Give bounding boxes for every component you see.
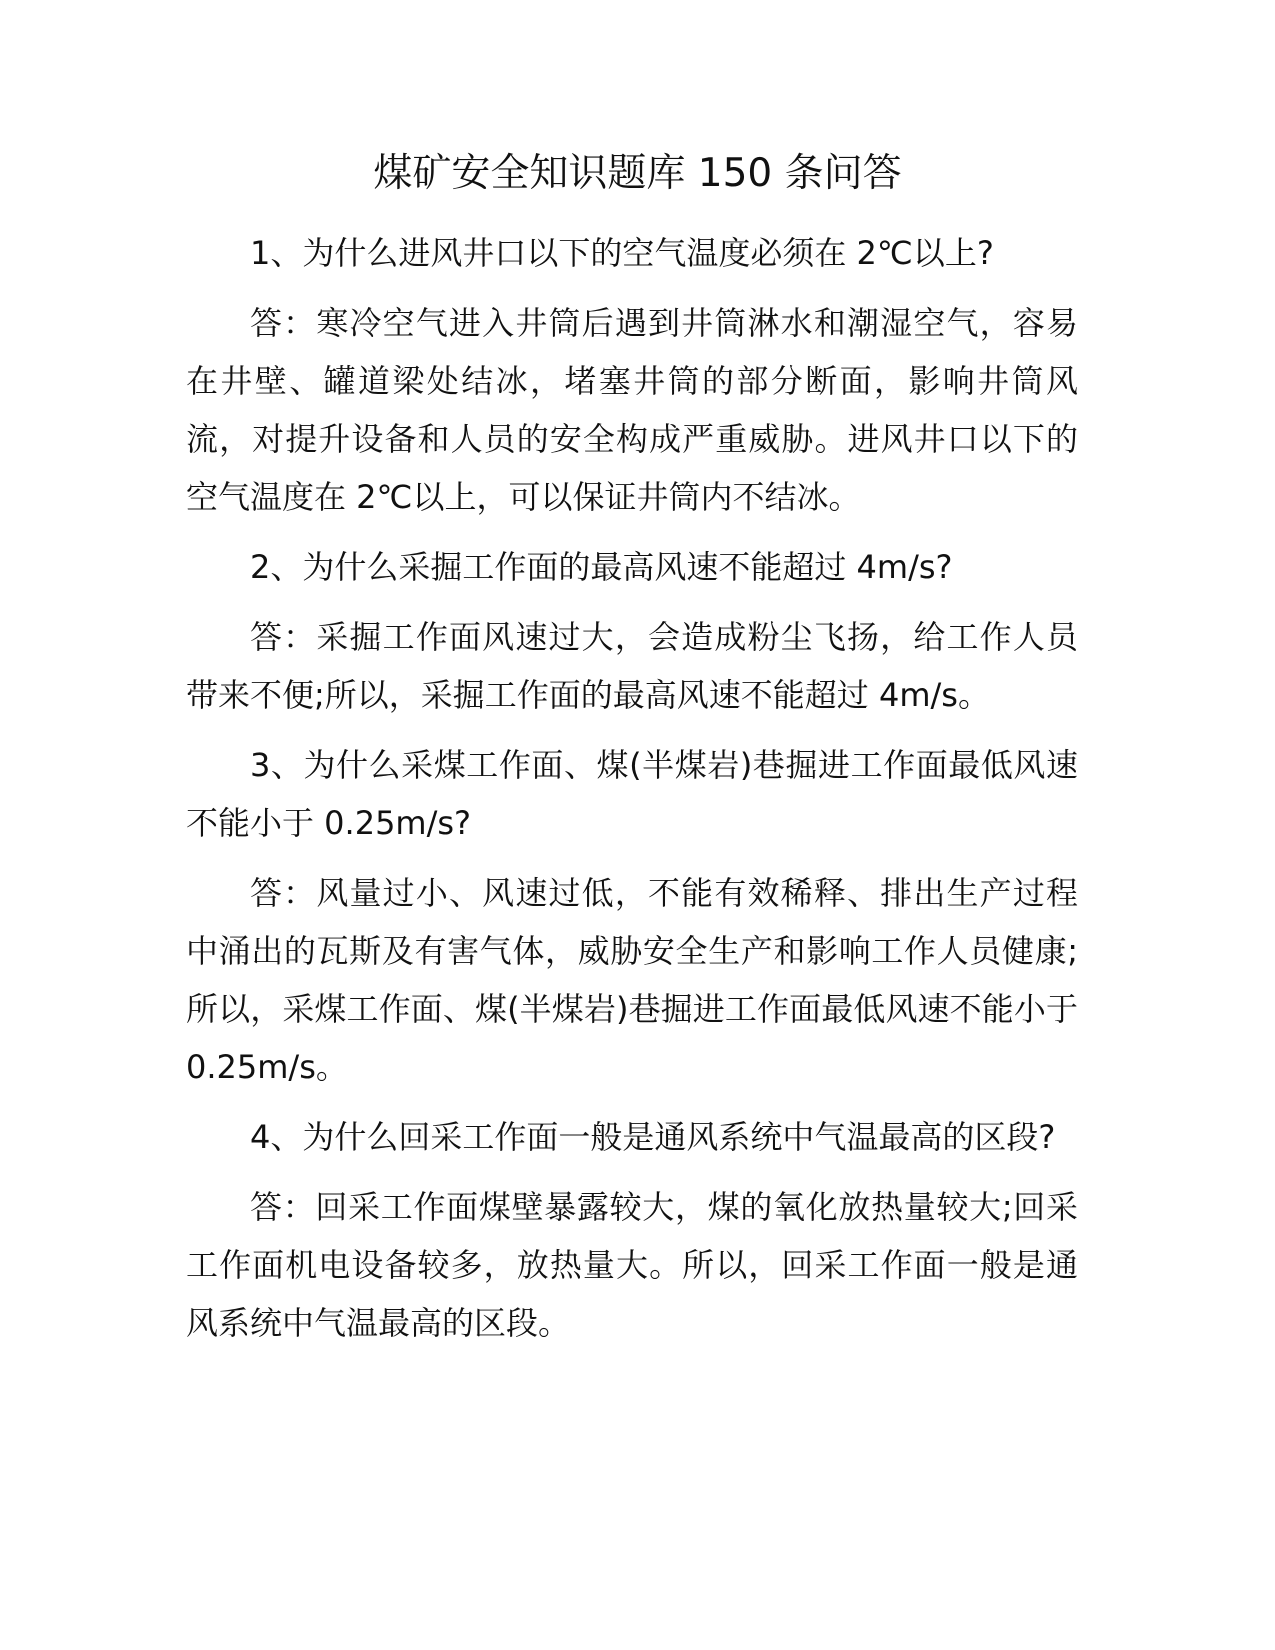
answer-2: 答：采掘工作面风速过大，会造成粉尘飞扬，给工作人员带来不便;所以，采掘工作面的最高风速不能超过 4m/s。	[186, 618, 1078, 714]
answer-4: 答：回采工作面煤壁暴露较大，煤的氧化放热量较大;回采工作面机电设备较多，放热量大。所以，回采工作面一般是通风系统中气温最高的区段。	[186, 1188, 1078, 1342]
question-3: 3、为什么采煤工作面、煤(半煤岩)巷掘进工作面最低风速不能小于 0.25m/s?	[186, 746, 1078, 842]
answer-1: 答：寒冷空气进入井筒后遇到井筒淋水和潮湿空气，容易在井壁、罐道梁处结冰，堵塞井筒的部分断面，影响井筒风流，对提升设备和人员的安全构成严重威胁。进风井口以下的空气温度在 2℃以上，可以保证井筒内不结冰。	[186, 304, 1078, 516]
answer-3: 答：风量过小、风速过低，不能有效稀释、排出生产过程中涌出的瓦斯及有害气体，威胁安全生产和影响工作人员健康;所以，采煤工作面、煤(半煤岩)巷掘进工作面最低风速不能小于 0.25m/s。	[186, 874, 1078, 1086]
document-title: 煤矿安全知识题库 150 条问答	[373, 151, 902, 196]
question-4: 4、为什么回采工作面一般是通风系统中气温最高的区段?	[250, 1118, 1056, 1156]
question-1: 1、为什么进风井口以下的空气温度必须在 2℃以上?	[250, 234, 994, 272]
question-2: 2、为什么采掘工作面的最高风速不能超过 4m/s?	[250, 548, 953, 586]
document-body	[186, 224, 1078, 1364]
